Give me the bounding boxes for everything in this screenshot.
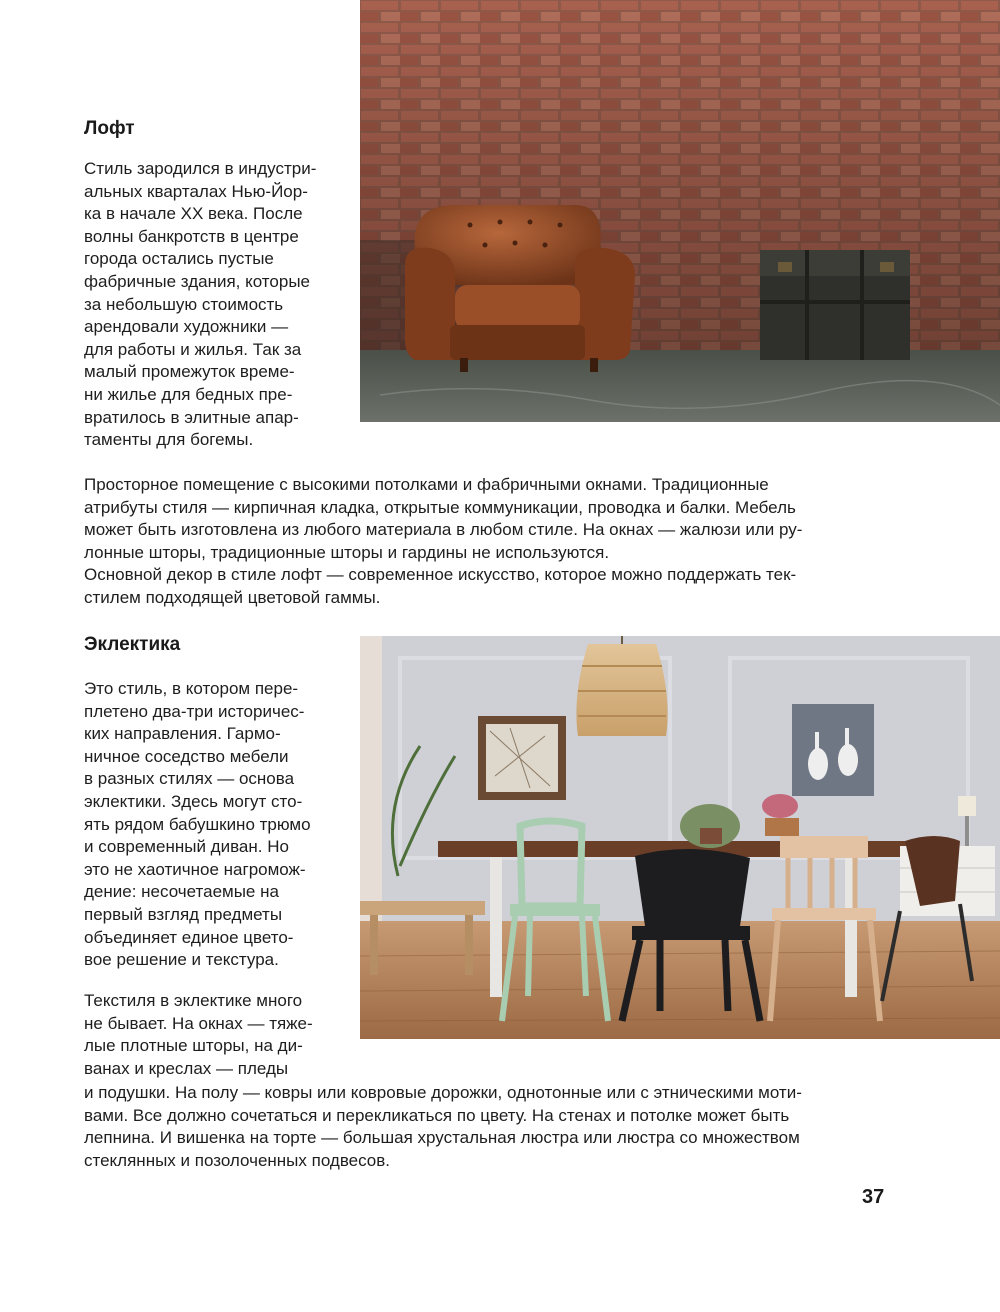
text-line: Просторное помещение с высокими потолками и фабричными окнами. Традиционные — [84, 475, 769, 494]
text-line: ванах и креслах — пледы — [84, 1058, 289, 1078]
text-line: Это стиль, в котором пере- — [84, 679, 299, 698]
text-line: может быть изготовлена из любого материала в любом стиле. На окнах — жалюзи или ру- — [84, 520, 803, 540]
text-line: лонные шторы, традиционные шторы и гардины не используются. — [84, 542, 610, 562]
text-line: и подушки. На полу — ковры или ковровые дорожки, однотонные или с этническими моти- — [84, 1083, 802, 1102]
eclectic-textile-paragraph — [84, 990, 346, 1080]
text-line: первый взгляд предметы — [84, 904, 283, 924]
text-line: вратилось в элитные апар- — [84, 407, 299, 427]
text-line: эклектики. Здесь могут сто- — [84, 791, 303, 811]
text-line: Текстиля в эклектике много — [84, 991, 303, 1010]
eclectic-heading: Эклектика — [84, 634, 181, 655]
loft-photo — [360, 0, 1000, 422]
wicker-pendant-lamp — [576, 636, 667, 736]
text-line: ких направления. Гармо- — [84, 724, 281, 744]
vintage-trunk — [760, 250, 910, 360]
text-line: фабричные здания, которые — [84, 271, 310, 291]
text-line: не бывает. На окнах — тяже- — [84, 1013, 313, 1033]
geese-painting — [792, 704, 874, 796]
text-line: плетено два-три историчес- — [84, 701, 305, 721]
eclectic-photo — [360, 636, 1000, 1039]
text-line: ни жилье для бедных пре- — [84, 384, 293, 404]
eclectic-body-paragraph — [84, 1082, 884, 1172]
text-line: объединяет единое цвето- — [84, 927, 294, 947]
text-line: за небольшую стоимость — [84, 294, 284, 314]
text-line: города остались пустые — [84, 249, 274, 269]
text-line: лые плотные шторы, на ди- — [84, 1036, 303, 1056]
text-line: в разных стилях — основа — [84, 769, 295, 789]
eclectic-photo-illustration — [360, 636, 1000, 1039]
loft-intro-paragraph — [84, 158, 346, 452]
text-line: вое решение и текстура. — [84, 950, 279, 970]
text-line: ничное соседство мебели — [84, 746, 289, 766]
text-line: для работы и жилья. Так за — [84, 339, 302, 359]
text-line: альных кварталах Нью-Йор- — [84, 181, 308, 201]
text-line: арендовали художники — — [84, 317, 289, 337]
text-line: и современный диван. Но — [84, 837, 289, 857]
concrete-floor — [360, 350, 1000, 422]
text-line: Основной декор в стиле лофт — современное искусство, которое можно поддержать тек- — [84, 565, 797, 585]
text-line: стилем подходящей цветовой гаммы. — [84, 587, 381, 607]
text-line: это не хаотичное нагромож- — [84, 859, 306, 879]
page-number: 37 — [862, 1186, 885, 1208]
text-line: ка в начале XX века. После — [84, 204, 303, 224]
text-line: лепнина. И вишенка на торте — большая хрустальная люстра или люстра со множеством — [84, 1128, 800, 1148]
eclectic-intro-paragraph — [84, 678, 346, 972]
text-line: атрибуты стиля — кирпичная кладка, открытые коммуникации, проводка и балки. Мебель — [84, 497, 796, 517]
loft-body-paragraph — [84, 474, 884, 610]
text-line: ять рядом бабушкино трюмо — [84, 814, 311, 834]
text-line: малый промежуток време- — [84, 362, 295, 382]
text-line: стеклянных и позолоченных подвесов. — [84, 1150, 391, 1170]
loft-heading: Лофт — [84, 118, 135, 139]
text-line: волны банкротств в центре — [84, 226, 299, 246]
text-line: дение: несочетаемые на — [84, 882, 279, 902]
text-line: Стиль зародился в индустри- — [84, 159, 317, 178]
text-line: вами. Все должно сочетаться и перекликаться по цвету. На стенах и потолке может быть — [84, 1105, 790, 1125]
text-line: таменты для богемы. — [84, 430, 254, 450]
loft-photo-illustration — [360, 0, 1000, 422]
wall-frame-art — [478, 716, 566, 800]
